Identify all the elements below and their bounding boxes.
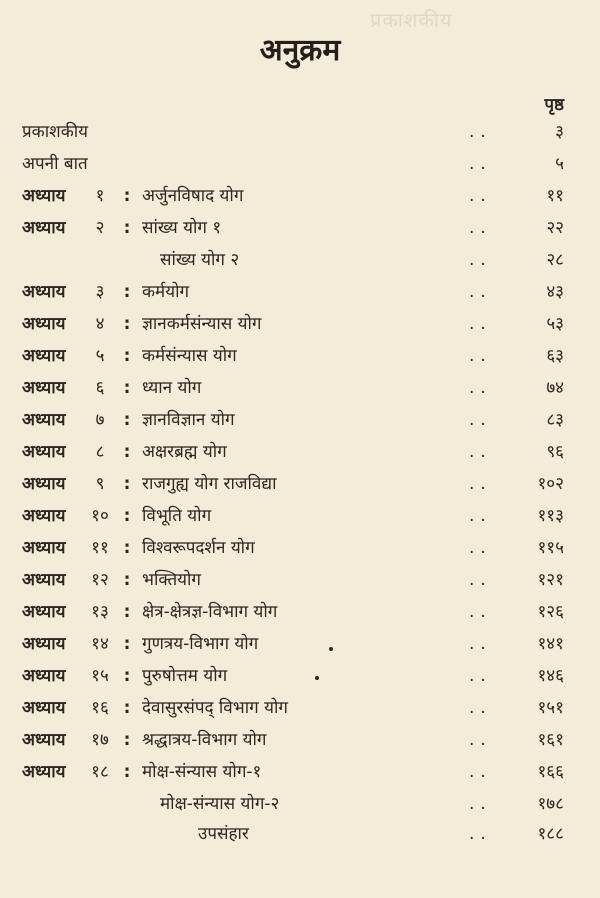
chapter-word: अध्याय (22, 570, 66, 590)
page-number: १०२ (537, 474, 564, 494)
chapter-number: ८ (95, 442, 105, 462)
toc-row (0, 468, 600, 500)
separator: : (123, 506, 131, 526)
page-number: ११३ (537, 506, 564, 526)
chapter-title: सांख्य योग १ (142, 218, 222, 238)
separator: : (123, 730, 131, 750)
chapter-title: मोक्ष-संन्यास योग-२ (160, 794, 280, 814)
separator: : (123, 442, 131, 462)
chapter-title: देवासुरसंपद् विभाग योग (142, 698, 288, 718)
toc-row (0, 500, 600, 532)
separator: : (123, 698, 131, 718)
toc-row (0, 244, 600, 276)
chapter-word: अध्याय (22, 218, 66, 238)
chapter-number: ७ (95, 410, 105, 430)
leader-dots: .. (469, 762, 492, 782)
chapter-title: ज्ञानकर्मसंन्यास योग (142, 314, 262, 334)
leader-dots: .. (469, 538, 492, 558)
page-number: १४१ (537, 634, 564, 654)
chapter-word: अध्याय (22, 730, 66, 750)
page-number: ११ (546, 186, 564, 206)
toc-row (0, 212, 600, 244)
toc-row (0, 340, 600, 372)
chapter-number: ९ (95, 474, 105, 494)
chapter-word: अध्याय (22, 762, 66, 782)
chapter-number: ३ (95, 282, 105, 302)
page-number: १४६ (537, 666, 564, 686)
leader-dots: .. (469, 730, 492, 750)
toc-row (0, 404, 600, 436)
separator: : (123, 186, 131, 206)
toc-row (0, 818, 600, 850)
page-number: १२६ (537, 602, 564, 622)
toc-row (0, 308, 600, 340)
leader-dots: .. (469, 346, 492, 366)
separator: : (123, 378, 131, 398)
chapter-number: १५ (91, 666, 109, 686)
page-number: ५ (555, 154, 564, 174)
toc-label: प्रकाशकीय (22, 122, 89, 142)
separator: : (123, 346, 131, 366)
chapter-title: कर्मसंन्यास योग (142, 346, 237, 366)
separator: : (123, 666, 131, 686)
leader-dots: .. (469, 666, 492, 686)
chapter-number: १४ (91, 634, 109, 654)
chapter-number: ५ (95, 346, 105, 366)
page-number: १८८ (537, 824, 564, 844)
chapter-title: विभूति योग (142, 506, 212, 526)
chapter-word: अध्याय (22, 602, 66, 622)
chapter-title: राजगुह्य योग राजविद्या (142, 474, 277, 494)
toc-row (0, 532, 600, 564)
chapter-title: पुरुषोत्तम योग (142, 666, 228, 686)
separator: : (123, 218, 131, 238)
page-number: १२१ (537, 570, 564, 590)
page-title: अनुक्रम (259, 33, 341, 68)
chapter-number: १ (95, 186, 105, 206)
leader-dots: .. (469, 282, 492, 302)
toc-row (0, 596, 600, 628)
leader-dots: .. (469, 410, 492, 430)
chapter-number: १७ (91, 730, 109, 750)
toc-row (0, 628, 600, 660)
chapter-word: अध्याय (22, 378, 66, 398)
chapter-number: १६ (91, 698, 109, 718)
chapter-word: अध्याय (22, 186, 66, 206)
leader-dots: .. (469, 570, 492, 590)
separator: : (123, 474, 131, 494)
leader-dots: .. (469, 442, 492, 462)
chapter-title: भक्तियोग (142, 570, 201, 590)
page-number: ११५ (537, 538, 564, 558)
chapter-title: कर्मयोग (142, 282, 190, 302)
toc-row (0, 116, 600, 148)
toc-row (0, 660, 600, 692)
toc-row (0, 756, 600, 788)
leader-dots: .. (469, 250, 492, 270)
leader-dots: .. (469, 474, 492, 494)
chapter-word: अध्याय (22, 346, 66, 366)
chapter-title: श्रद्धात्रय-विभाग योग (142, 730, 267, 750)
leader-dots: .. (469, 154, 492, 174)
chapter-title: सांख्य योग २ (160, 250, 240, 270)
page-column-header: पृष्ठ (544, 95, 564, 115)
leader-dots: .. (469, 794, 492, 814)
chapter-number: १० (91, 506, 109, 526)
leader-dots: .. (469, 122, 492, 142)
chapter-number: १८ (91, 762, 109, 782)
leader-dots: .. (469, 186, 492, 206)
leader-dots: .. (469, 634, 492, 654)
chapter-word: अध्याय (22, 314, 66, 334)
toc-row (0, 276, 600, 308)
chapter-number: १३ (91, 602, 109, 622)
chapter-word: अध्याय (22, 474, 66, 494)
toc-row (0, 436, 600, 468)
chapter-title: ज्ञानविज्ञान योग (142, 410, 235, 430)
leader-dots: .. (469, 218, 492, 238)
chapter-word: अध्याय (22, 634, 66, 654)
page-number: १६६ (537, 762, 564, 782)
separator: : (123, 314, 131, 334)
page-number: ४३ (546, 282, 564, 302)
toc-row (0, 372, 600, 404)
separator: : (123, 538, 131, 558)
page-number: २८ (546, 250, 564, 270)
chapter-title: ध्यान योग (142, 378, 202, 398)
separator: : (123, 634, 131, 654)
page-number: ६३ (546, 346, 564, 366)
leader-dots: .. (469, 824, 492, 844)
page-number: ७४ (546, 378, 564, 398)
toc-row (0, 148, 600, 180)
chapter-word: अध्याय (22, 538, 66, 558)
page-number: ९६ (546, 442, 564, 462)
separator: : (123, 602, 131, 622)
leader-dots: .. (469, 314, 492, 334)
chapter-title: मोक्ष-संन्यास योग-१ (142, 762, 262, 782)
page-number: २२ (546, 218, 564, 238)
leader-dots: .. (469, 506, 492, 526)
separator: : (123, 570, 131, 590)
toc-row (0, 180, 600, 212)
toc-row (0, 788, 600, 820)
faint-show-through-text: प्रकाशकीय (370, 8, 453, 32)
toc-row (0, 724, 600, 756)
page-number: १६१ (537, 730, 564, 750)
chapter-word: अध्याय (22, 410, 66, 430)
chapter-number: १२ (91, 570, 109, 590)
toc-row (0, 692, 600, 724)
chapter-number: २ (95, 218, 105, 238)
separator: : (123, 762, 131, 782)
chapter-number: ४ (95, 314, 105, 334)
chapter-number: ६ (95, 378, 105, 398)
leader-dots: .. (469, 602, 492, 622)
page-number: ५३ (546, 314, 564, 334)
page-number: ८३ (546, 410, 564, 430)
chapter-title: उपसंहार (198, 824, 249, 844)
chapter-word: अध्याय (22, 698, 66, 718)
chapter-title: अक्षरब्रह्म योग (142, 442, 227, 462)
toc-row (0, 564, 600, 596)
toc-label: अपनी बात (22, 154, 88, 174)
page-number: १५१ (537, 698, 564, 718)
page-number: ३ (555, 122, 564, 142)
print-speck (315, 676, 319, 680)
chapter-title: गुणत्रय-विभाग योग (142, 634, 259, 654)
page-number: १७८ (537, 794, 564, 814)
leader-dots: .. (469, 378, 492, 398)
chapter-title: क्षेत्र-क्षेत्रज्ञ-विभाग योग (142, 602, 278, 622)
chapter-title: विश्वरूपदर्शन योग (142, 538, 255, 558)
leader-dots: .. (469, 698, 492, 718)
chapter-word: अध्याय (22, 442, 66, 462)
separator: : (123, 282, 131, 302)
chapter-word: अध्याय (22, 506, 66, 526)
chapter-word: अध्याय (22, 282, 66, 302)
chapter-word: अध्याय (22, 666, 66, 686)
separator: : (123, 410, 131, 430)
print-speck (329, 647, 333, 651)
chapter-number: ११ (91, 538, 109, 558)
chapter-title: अर्जुनविषाद योग (142, 186, 244, 206)
